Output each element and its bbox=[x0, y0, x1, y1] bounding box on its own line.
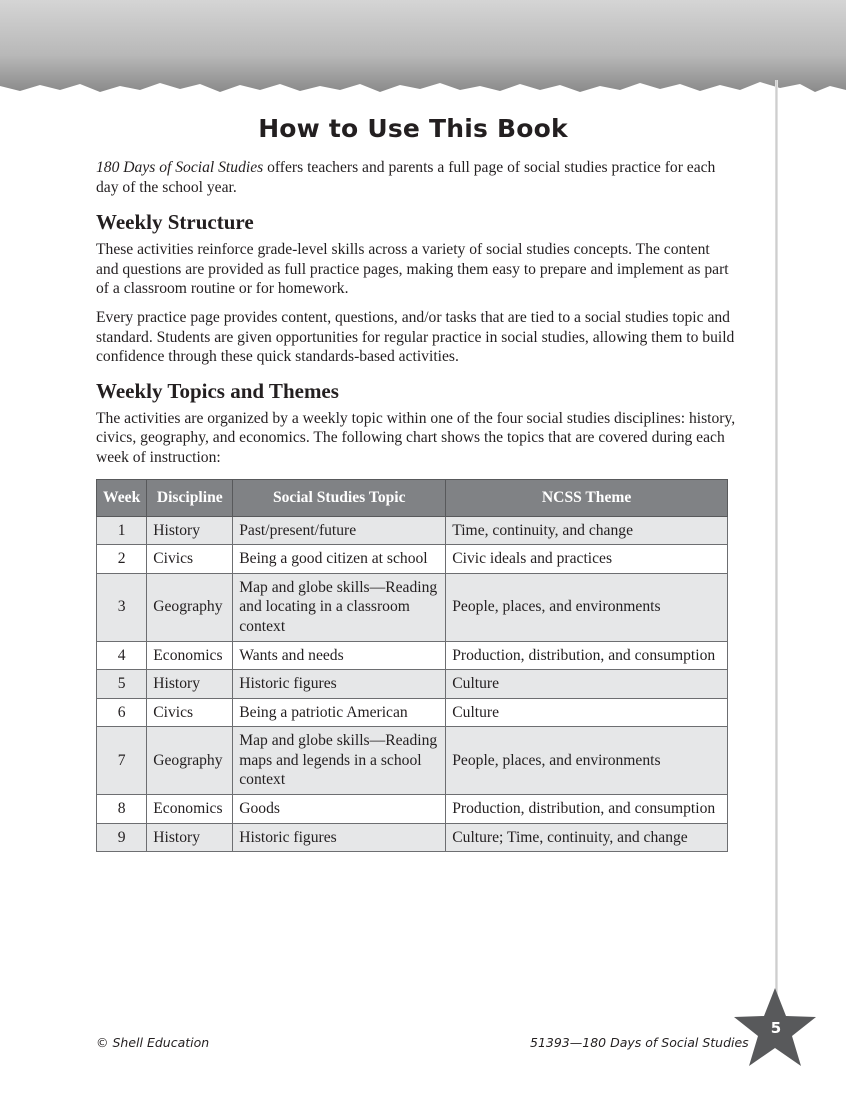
cell-week: 2 bbox=[97, 545, 147, 574]
weekly-structure-paragraph-1: These activities reinforce grade-level skills across a variety of social studies concepts. The content and questions are provided as full practice pages, making them easy to prepare and implement as part of a classroom routine or for homework. bbox=[96, 241, 729, 298]
cell-week: 7 bbox=[97, 727, 147, 795]
cell-theme: Time, continuity, and change bbox=[446, 516, 728, 545]
cell-theme: Culture; Time, continuity, and change bbox=[446, 823, 728, 852]
cell-topic: Historic figures bbox=[233, 670, 446, 699]
cell-discipline: Geography bbox=[147, 573, 233, 641]
page-title: How to Use This Book bbox=[258, 114, 568, 143]
cell-week: 1 bbox=[97, 516, 147, 545]
footer-book-id: 51393—180 Days of Social Studies bbox=[530, 1035, 749, 1050]
weekly-topics-heading: Weekly Topics and Themes bbox=[96, 378, 339, 403]
cell-week: 6 bbox=[97, 698, 147, 727]
cell-topic: Being a patriotic American bbox=[233, 698, 446, 727]
cell-discipline: History bbox=[147, 516, 233, 545]
table-row bbox=[97, 516, 728, 545]
cell-theme: Culture bbox=[446, 698, 728, 727]
cell-week: 9 bbox=[97, 823, 147, 852]
table-row bbox=[97, 698, 728, 727]
table-row bbox=[97, 670, 728, 699]
header-ncss-theme: NCSS Theme bbox=[446, 479, 728, 516]
cell-theme: People, places, and environments bbox=[446, 727, 728, 795]
table-row bbox=[97, 727, 728, 795]
cell-topic: Being a good citizen at school bbox=[233, 545, 446, 574]
cell-theme: Production, distribution, and consumption bbox=[446, 795, 728, 824]
header-week: Week bbox=[97, 479, 147, 516]
cell-discipline: Civics bbox=[147, 545, 233, 574]
weekly-structure-heading: Weekly Structure bbox=[96, 210, 254, 235]
cell-topic: Historic figures bbox=[233, 823, 446, 852]
cell-week: 5 bbox=[97, 670, 147, 699]
page-number: 5 bbox=[770, 1019, 782, 1037]
cell-week: 3 bbox=[97, 573, 147, 641]
cell-theme: Culture bbox=[446, 670, 728, 699]
table-row bbox=[97, 795, 728, 824]
intro-paragraph bbox=[96, 158, 736, 197]
cell-theme: Production, distribution, and consumption bbox=[446, 641, 728, 670]
cell-theme: People, places, and environments bbox=[446, 573, 728, 641]
cell-discipline: Civics bbox=[147, 698, 233, 727]
topics-table bbox=[96, 479, 728, 853]
page-number-star-icon bbox=[730, 986, 820, 1070]
page-edge-shadow bbox=[775, 80, 778, 1000]
cell-discipline: History bbox=[147, 823, 233, 852]
cell-discipline: Economics bbox=[147, 641, 233, 670]
cell-topic: Goods bbox=[233, 795, 446, 824]
cell-discipline: History bbox=[147, 670, 233, 699]
book-title: 180 Days of Social Studies bbox=[96, 159, 264, 176]
intro-text: offers teachers and parents a full page of social studies practice for each day of the school year. bbox=[96, 159, 716, 196]
main-content bbox=[96, 158, 736, 852]
cell-discipline: Economics bbox=[147, 795, 233, 824]
torn-paper-header bbox=[0, 0, 846, 96]
cell-discipline: Geography bbox=[147, 727, 233, 795]
cell-topic: Map and globe skills—Reading maps and legends in a school context bbox=[233, 727, 446, 795]
cell-topic: Wants and needs bbox=[233, 641, 446, 670]
table-row bbox=[97, 545, 728, 574]
table-row bbox=[97, 823, 728, 852]
cell-topic: Map and globe skills—Reading and locating in a classroom context bbox=[233, 573, 446, 641]
cell-week: 4 bbox=[97, 641, 147, 670]
weekly-structure-paragraph-2: Every practice page provides content, questions, and/or tasks that are tied to a social studies topic and standard. Students are given opportunities for regular practice in social studies, allowing them to build confidence through these quick standards-based activities. bbox=[96, 308, 735, 366]
cell-week: 8 bbox=[97, 795, 147, 824]
table-header-row bbox=[97, 479, 728, 516]
weekly-topics-paragraph: The activities are organized by a weekly topic within one of the four social studies disciplines: history, civics, geography, and economics. The following chart shows the topics that are covered during each week of instruction: bbox=[96, 409, 736, 466]
cell-theme: Civic ideals and practices bbox=[446, 545, 728, 574]
header-topic: Social Studies Topic bbox=[233, 479, 446, 516]
header-discipline: Discipline bbox=[147, 479, 233, 516]
cell-topic: Past/present/future bbox=[233, 516, 446, 545]
table-row bbox=[97, 641, 728, 670]
footer-copyright: © Shell Education bbox=[96, 1035, 210, 1050]
table-row bbox=[97, 573, 728, 641]
